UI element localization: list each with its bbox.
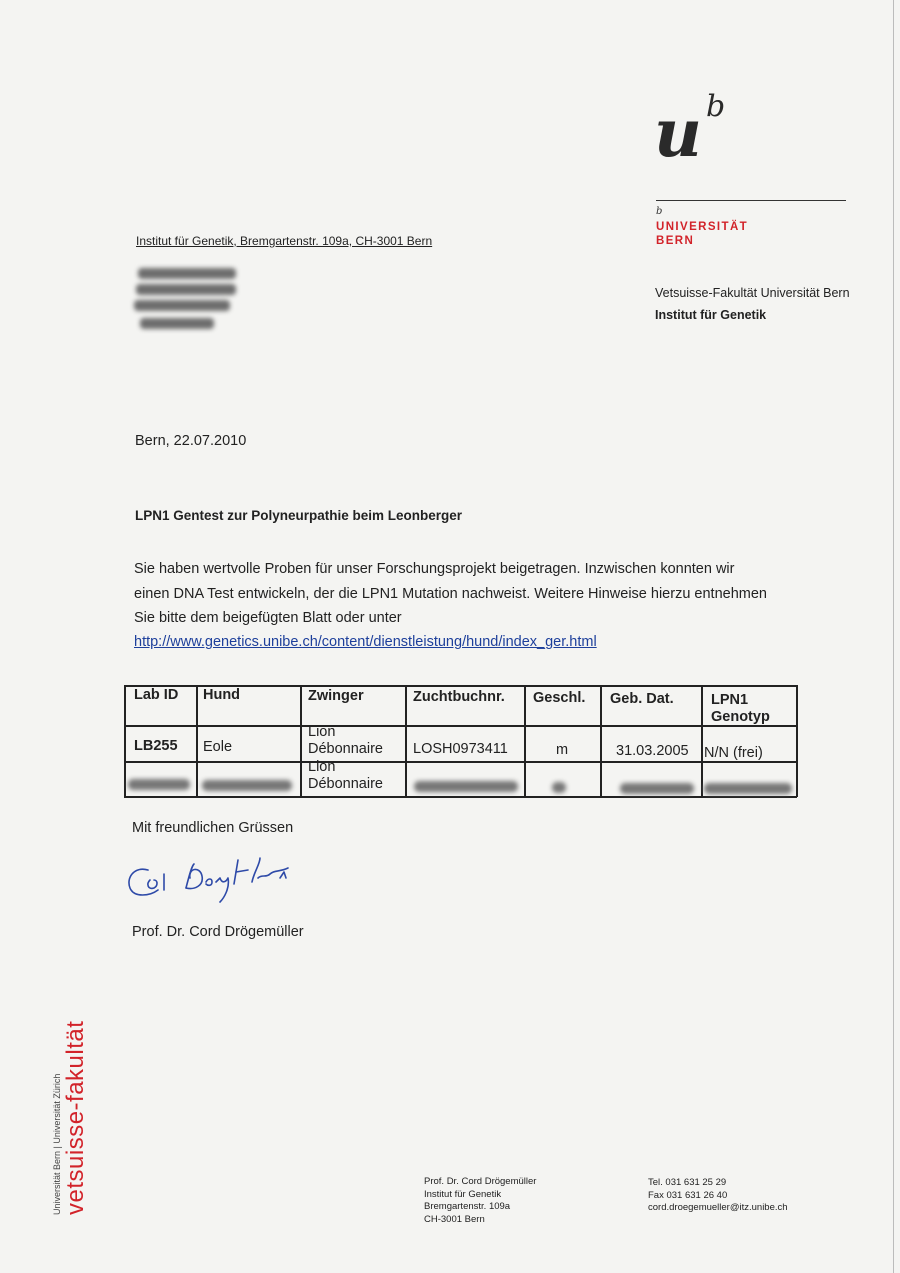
logo-small-b: b [656,206,663,217]
footer-left-line-2: Institut für Genetik [424,1188,502,1200]
university-line-1: UNIVERSITÄT [656,221,749,233]
header-zuchtbuchnr: Zuchtbuchnr. [413,689,505,705]
signer-name: Prof. Dr. Cord Drögemüller [132,924,304,940]
footer-contact [648,1177,788,1215]
genetics-link[interactable]: http://www.genetics.unibe.ch/content/dienstleistung/hund/index_ger.html [134,634,597,650]
body-line-2: einen DNA Test entwickeln, der die LPN1 Mutation nachweist. Weitere Hinweise hierzu entnehmen [134,585,767,602]
header-zwinger: Zwinger [308,688,364,704]
closing-greeting: Mit freundlichen Grüssen [132,820,294,836]
footer-phone: Tel. 031 631 25 29 [648,1177,727,1188]
row1-genotyp: N/N (frei) [704,745,763,761]
side-branding [52,1021,90,1215]
sender-address-line: Institut für Genetik, Bremgartenstr. 109a, CH-3001 Bern [136,234,433,248]
letter-subject: LPN1 Gentest zur Polyneurpathie beim Leonberger [135,508,463,523]
row1-geb-dat: 31.03.2005 [616,743,689,759]
row2-zwinger-line1: Lion [308,759,336,775]
results-table [124,685,797,797]
logo-u: u [654,94,702,172]
header-geschl: Geschl. [533,690,586,706]
page-edge [893,0,894,1273]
row2-zwinger-line2: Débonnaire [308,776,383,792]
footer-email[interactable]: cord.droegemueller@itz.unibe.ch [648,1202,788,1213]
row2-genotyp-redacted [704,783,792,794]
row1-geschl: m [556,742,569,758]
row2-geschl-redacted [552,782,566,793]
handwritten-signature [120,848,340,908]
logo-b: b [706,89,726,124]
header-genotyp: Genotyp [711,709,770,725]
side-vetsuisse-fakultat: vetsuisse-fakultät [62,1020,89,1215]
header-lpn1: LPN1 [711,692,749,708]
letter-body [134,557,814,631]
header-hund: Hund [203,687,241,703]
row2-zuchtbuchnr-redacted [414,781,518,792]
row1-hund: Eole [203,739,233,755]
body-line-3: Sie bitte dem beigefügten Blatt oder unter [134,610,402,626]
header-lab-id: Lab ID [134,687,179,703]
footer-left-line-3: Bremgartenstr. 109a [424,1201,511,1212]
row2-geb-dat-redacted [620,783,694,794]
university-line-2: BERN [656,235,695,247]
footer-fax: Fax 031 631 26 40 [648,1189,728,1201]
university-name [656,220,748,248]
row1-lab-id: LB255 [134,738,178,754]
recipient-address-redacted [132,266,242,338]
row2-lab-id-redacted [128,779,190,790]
institute-name: Institut für Genetik [655,308,767,322]
footer-address [424,1176,536,1226]
footer-left-line-1: Prof. Dr. Cord Drögemüller [424,1176,537,1187]
footer-left-line-4: CH-3001 Bern [424,1213,485,1225]
faculty-name: Vetsuisse-Fakultät Universität Bern [655,286,850,300]
side-universities: Universität Bern | Universität Zürich [52,1073,62,1215]
header-geb-dat: Geb. Dat. [610,691,674,707]
body-line-1: Sie haben wertvolle Proben für unser Forschungsprojekt beigetragen. Inzwischen konnten wir [134,561,735,577]
row1-zwinger-line2: Débonnaire [308,741,383,757]
row1-zuchtbuchnr: LOSH0973411 [413,741,508,757]
row1-zwinger-line1: Lion [308,724,336,740]
logo-rule [656,200,846,201]
letter-date: Bern, 22.07.2010 [135,433,247,449]
row2-hund-redacted [202,780,292,791]
